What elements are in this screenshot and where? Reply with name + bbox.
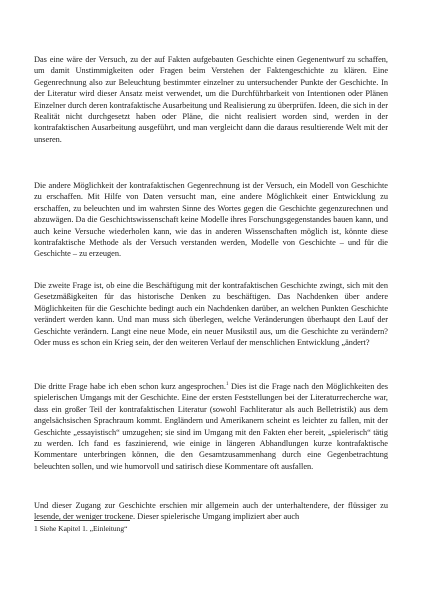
- paragraph-4-text-start: Die dritte Frage habe ich eben schon kurz angesprochen.: [34, 382, 226, 391]
- paragraph-4: [34, 381, 388, 472]
- footnote-reference: 1: [225, 382, 229, 388]
- footnote: 1 Siehe Kapitel 1. „Einleitung“: [34, 524, 128, 533]
- paragraph-2: Die andere Möglichkeit der kontrafaktischen Gegenrechnung ist der Versuch, ein Modell von Geschichte zu erschaffen. Mit Hilfe von Daten versucht man, eine andere Möglichkeit einer Entwicklung zu erschaffen, zu beleuchten und im wahrsten Sinne des Wortes gegen die Geschichte gegenzurechnen und abzuwägen. Da die Geschichtswissenschaft keine Modelle ihres Forschungsgegenstandes bauen kann, und auch keine Versuche wiederholen kann, wie das in anderen Wissenschaften möglich ist, könnte diese kontrafaktische Methode als der Versuch verstanden werden, Modelle von Geschichte – und für die Geschichte – zu erzeugen.: [34, 181, 388, 259]
- paragraph-5: Und dieser Zugang zur Geschichte erschien mir allgemein auch der unterhaltendere, der flüssiger zu lesende, der weniger trockene. Dieser spielerische Umgang impliziert aber auch: [34, 501, 388, 522]
- footnote-separator: [34, 520, 130, 521]
- paragraph-1: Das eine wäre der Versuch, zu der auf Fakten aufgebauten Geschichte einen Gegenentwurf zu schaffen, um damit Unstimmigkeiten oder Fragen beim Verstehen der Faktengeschichte zu klären. Eine Gegenrechnung also zur Beleuchtung bestimmter einzelner zu untersuchender Punkte der Geschichte. In der Literatur wird dieser Ansatz meist verwendet, um die Durchführbarkeit von Intentionen oder Plänen Einzelner durch deren kontrafaktische Ausarbeitung und Realisierung zu überprüfen. Ideen, die sich in der Realität nicht durchgesetzt haben oder Pläne, die nicht realisiert worden sind, werden in der kontrafaktischen Ausarbeitung ausgeführt, und man vergleicht dann die daraus resultierende Welt mit der unseren.: [34, 55, 388, 144]
- paragraph-4-text-rest: Dies ist die Frage nach den Möglichkeiten des spielerischen Umgangs mit der Geschichte. Eine der ersten Feststellungen bei der Literaturrecherche war, dass ein großer Teil der kontrafaktischen Literatur (sowohl Fachliteratur als auch Belletristik) aus dem angelsächsischen Sprachraum kommt. Engländern und Amerikanern scheint es leichter zu fallen, mit der Geschichte „essayistisch“ umzugehen; sie sind im Umgang mit den Fakten eher bereit, „spielerisch“ tätig zu werden. Ich fand es faszinierend, wie einige in längeren Abhandlungen kurze kontrafaktische Kommentare unterbringen können, die den Gesamtzusammenhang durch eine Gegenbetrachtung beleuchten sollen, und wie humorvoll und satirisch diese Kommentare oft ausfallen.: [34, 382, 388, 471]
- paragraph-3: Die zweite Frage ist, ob eine die Beschäftigung mit der kontrafaktischen Geschichte zwingt, sich mit den Gesetzmäßigkeiten für das historische Denken zu beschäftigen. Das Nachdenken über andere Möglichkeiten für die Geschichte bedingt auch ein Nachdenken darüber, an welchen Punkten Geschichte verändert werden kann. Und man muss sich überlegen, welche Veränderungen überhaupt den Lauf der Geschichte verändern. Langt eine neue Mode, ein neuer Musikstil aus, um die Geschichte zu verändern? Oder muss es schon ein Krieg sein, der den weiteren Verlauf der menschlichen Entwicklung „ändert?: [34, 281, 388, 348]
